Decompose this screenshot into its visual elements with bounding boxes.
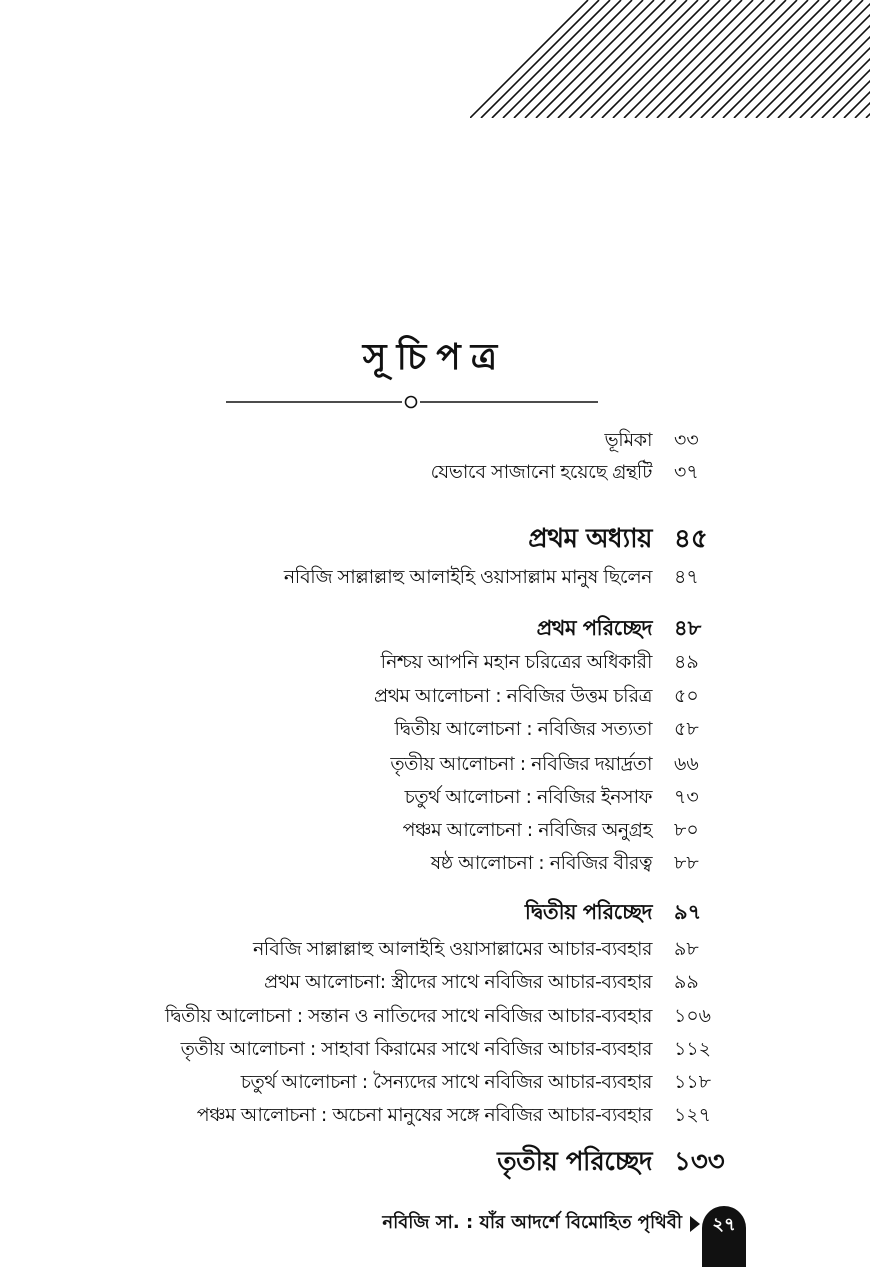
toc-entry[interactable]: তৃতীয় আলোচনা : সাহাবা কিরামের সাথে নবিজির আচার-ব্যবহার ১১২ bbox=[180, 1038, 712, 1060]
book-title: নবিজি সা. : যাঁর আদর্শে বিমোহিত পৃথিবী bbox=[382, 1212, 682, 1233]
toc-entry[interactable]: নবিজি সাল্লাল্লাহু আলাইহি ওয়াসাল্লামের আচার-ব্যবহার ৯৮ bbox=[252, 938, 699, 960]
toc-entry[interactable]: দ্বিতীয় আলোচনা : নবিজির সত্যতা ৫৮ bbox=[394, 718, 699, 740]
toc-entry[interactable]: নিশ্চয় আপনি মহান চরিত্রের অধিকারী ৪৯ bbox=[380, 651, 699, 673]
page-number: ২৭ bbox=[712, 1214, 736, 1235]
toc-entry[interactable]: চতুর্থ আলোচনা : সৈন্যদের সাথে নবিজির আচার-ব্যবহার ১১৮ bbox=[240, 1071, 711, 1093]
title-divider bbox=[0, 390, 870, 414]
toc-entry[interactable]: চতুর্থ আলোচনা : নবিজির ইনসাফ ৭৩ bbox=[404, 786, 699, 808]
toc-entry[interactable]: দ্বিতীয় আলোচনা : সন্তান ও নাতিদের সাথে নবিজির আচার-ব্যবহার ১০৬ bbox=[164, 1005, 712, 1027]
toc-entry[interactable]: ভূমিকা ৩৩ bbox=[604, 429, 699, 451]
toc-entry[interactable]: প্রথম আলোচনা: স্ত্রীদের সাথে নবিজির আচার-ব্যবহার ৯৯ bbox=[264, 971, 699, 993]
toc-section-heading[interactable]: প্রথম পরিচ্ছেদ ৪৮ bbox=[536, 615, 702, 640]
toc-entry[interactable]: ষষ্ঠ আলোচনা : নবিজির বীরত্ব ৮৮ bbox=[430, 852, 699, 874]
corner-stripes-decoration bbox=[0, 0, 870, 120]
toc-entry[interactable]: নবিজি সাল্লাল্লাহু আলাইহি ওয়াসাল্লাম মানুষ ছিলেন ৪৭ bbox=[283, 566, 699, 588]
toc-section-heading[interactable]: তৃতীয় পরিচ্ছেদ ১৩৩ bbox=[497, 1147, 725, 1177]
page-title: সূচিপত্র bbox=[362, 337, 508, 378]
toc-entry[interactable]: পঞ্চম আলোচনা : অচেনা মানুষের সঙ্গে নবিজির আচার-ব্যবহার ১২৭ bbox=[196, 1104, 712, 1126]
toc-chapter-heading[interactable]: প্রথম অধ্যায় ৪৫ bbox=[528, 524, 708, 554]
triangle-right-icon bbox=[690, 1216, 700, 1232]
toc-entry[interactable]: প্রথম আলোচনা : নবিজির উত্তম চরিত্র ৫০ bbox=[374, 685, 699, 707]
toc-entry[interactable]: তৃতীয় আলোচনা : নবিজির দয়ার্দ্রতা ৬৬ bbox=[390, 753, 699, 775]
toc-section-heading[interactable]: দ্বিতীয় পরিচ্ছেদ ৯৭ bbox=[524, 899, 702, 924]
running-footer bbox=[382, 1208, 700, 1239]
toc-entry[interactable]: পঞ্চম আলোচনা : নবিজির অনুগ্রহ ৮০ bbox=[402, 819, 699, 841]
toc-entry[interactable]: যেভাবে সাজানো হয়েছে গ্রন্থটি ৩৭ bbox=[430, 461, 699, 483]
